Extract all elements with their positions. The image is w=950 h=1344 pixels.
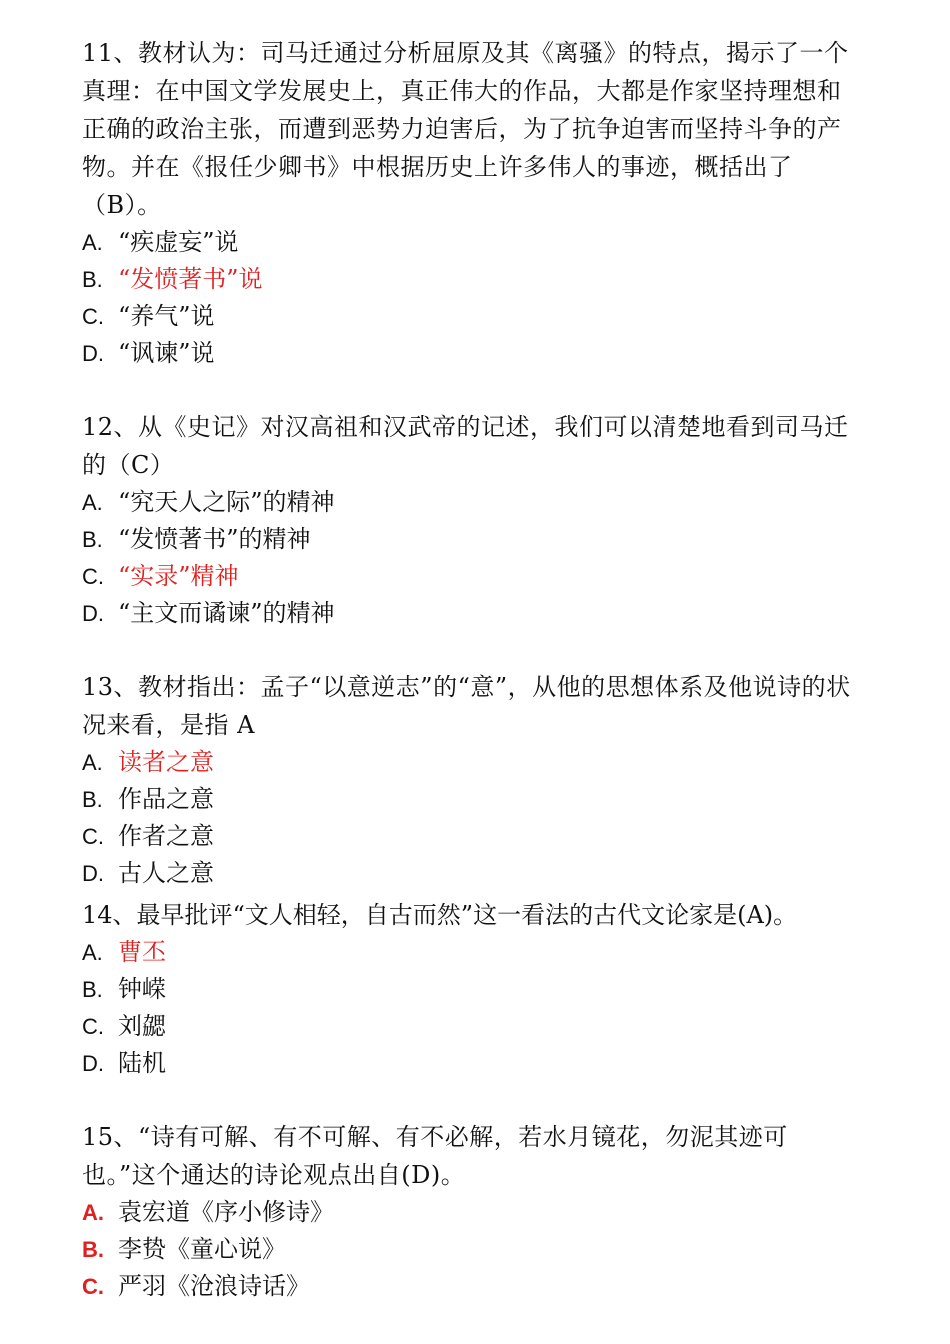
q14-option-d — [82, 1045, 862, 1082]
spacer — [82, 1082, 862, 1118]
correct-answer-text: 曹丕 — [118, 938, 166, 966]
option-letter: C. — [82, 1014, 104, 1039]
option-letter: A. — [82, 750, 103, 775]
option-letter: A. — [82, 940, 103, 965]
option-text: 袁宏道《序小修诗》 — [118, 1198, 334, 1226]
q13-option-d — [82, 855, 862, 892]
q14-option-a — [82, 934, 862, 971]
question-14-text: 14、最早批评“文人相轻，自古而然”这一看法的古代文论家是(A)。 — [82, 901, 798, 929]
option-letter: A. — [82, 230, 103, 255]
q12-option-a — [82, 484, 862, 521]
option-letter: C. — [82, 1274, 104, 1299]
q15-option-a — [82, 1194, 862, 1231]
option-text: 钟嵘 — [118, 975, 166, 1003]
option-text: 作品之意 — [118, 785, 214, 813]
question-13-text: 13、教材指出：孟子“以意逆志”的“意”，从他的思想体系及他说诗的状况来看，是指 A — [82, 673, 851, 739]
option-text: “养气”说 — [118, 302, 215, 330]
option-letter: B. — [82, 1237, 104, 1262]
option-letter: D. — [82, 601, 104, 626]
correct-answer-text: 读者之意 — [118, 748, 214, 776]
option-letter: D. — [82, 861, 104, 886]
q15-option-b — [82, 1231, 862, 1268]
option-letter: B. — [82, 527, 103, 552]
q13-option-b — [82, 781, 862, 818]
q12-option-b — [82, 521, 862, 558]
option-letter: B. — [82, 267, 103, 292]
option-text: 严羽《沧浪诗话》 — [118, 1272, 310, 1300]
question-11-text: 11、教材认为：司马迁通过分析屈原及其《离骚》的特点，揭示了一个真理：在中国文学发展史上，真正伟大的作品，大都是作家坚持理想和正确的政治主张，而遭到恶势力迫害后，为了抗争迫害而坚持斗争的产物。并在《报任少卿书》中根据历史上许多伟人的事迹，概括出了（B）。 — [82, 39, 849, 219]
option-letter: C. — [82, 824, 104, 849]
option-text: “发愤著书”的精神 — [118, 525, 311, 553]
option-letter: B. — [82, 787, 103, 812]
spacer — [82, 632, 862, 668]
q13-option-a — [82, 744, 862, 781]
option-text: 刘勰 — [118, 1012, 166, 1040]
option-text: 陆机 — [118, 1049, 166, 1077]
q12-option-d — [82, 595, 862, 632]
option-letter: D. — [82, 1051, 104, 1076]
option-letter: B. — [82, 977, 103, 1002]
option-letter: C. — [82, 564, 104, 589]
q12-option-c — [82, 558, 862, 595]
q13-option-c — [82, 818, 862, 855]
spacer — [82, 372, 862, 408]
option-letter: D. — [82, 341, 104, 366]
q11-option-c — [82, 298, 862, 335]
option-text: 作者之意 — [118, 822, 214, 850]
q14-option-b — [82, 971, 862, 1008]
q14-option-c — [82, 1008, 862, 1045]
option-text: “疾虚妄”说 — [118, 228, 239, 256]
option-letter: A. — [82, 490, 103, 515]
q11-option-b — [82, 261, 862, 298]
option-text: “讽谏”说 — [118, 339, 215, 367]
correct-answer-text: “实录”精神 — [118, 562, 239, 590]
question-12-text: 12、从《史记》对汉高祖和汉武帝的记述，我们可以清楚地看到司马迁的（C） — [82, 413, 849, 479]
option-text: 古人之意 — [118, 859, 214, 887]
q11-option-a — [82, 224, 862, 261]
question-15-text: 15、“诗有可解、有不可解、有不必解，若水月镜花，勿泥其迹可也。”这个通达的诗论观点出自(D)。 — [82, 1123, 788, 1189]
q11-option-d — [82, 335, 862, 372]
q15-option-c — [82, 1268, 862, 1305]
option-text: 李贽《童心说》 — [118, 1235, 286, 1263]
correct-answer-text: “发愤著书”说 — [118, 265, 263, 293]
option-text: “主文而谲谏”的精神 — [118, 599, 335, 627]
option-letter: C. — [82, 304, 104, 329]
document-page — [82, 34, 862, 1305]
option-text: “究天人之际”的精神 — [118, 488, 335, 516]
option-letter: A. — [82, 1200, 104, 1225]
